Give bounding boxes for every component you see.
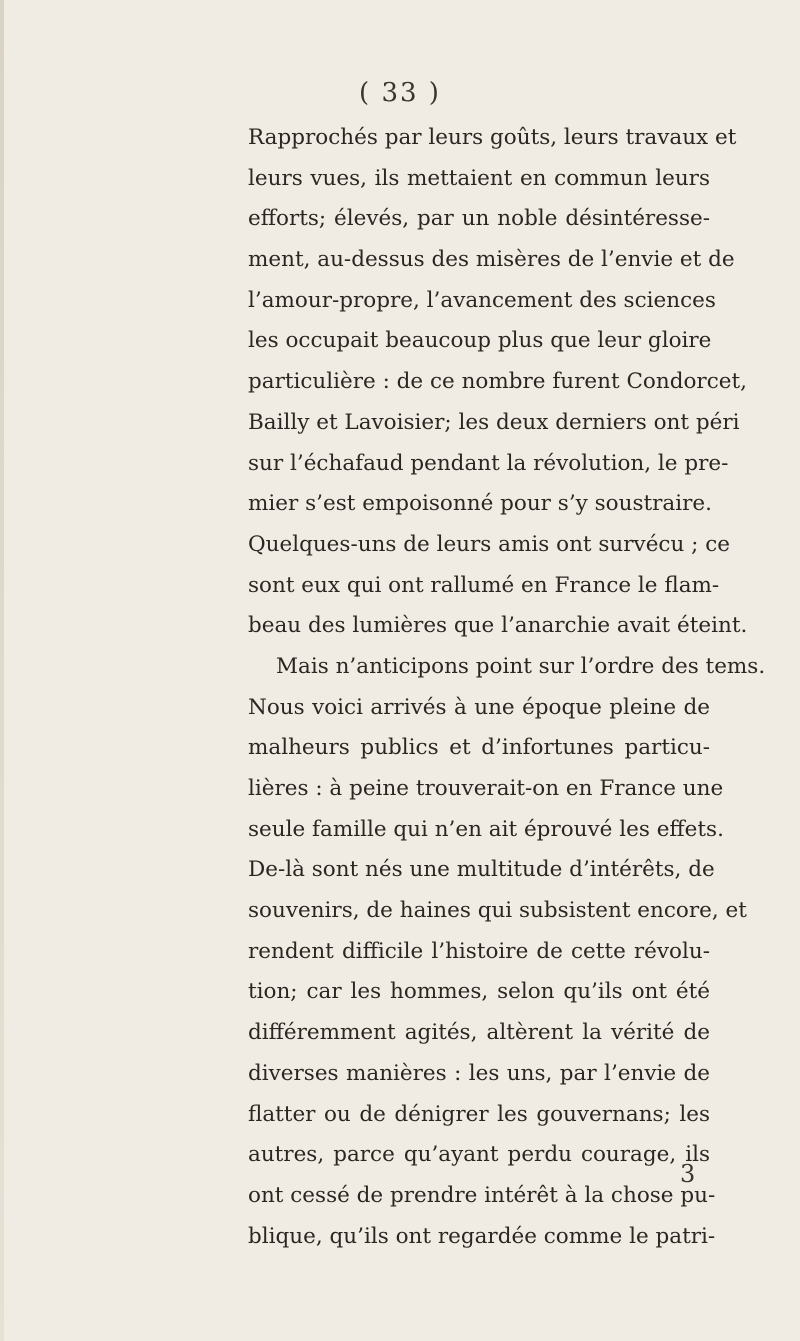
- text-line: mier s’est empoisonné pour s’y soustraire.: [248, 491, 712, 517]
- text-line: Bailly et Lavoisier; les deux derniers ont péri: [248, 409, 740, 435]
- text-line: lières : à peine trouverait-on en France une: [248, 776, 724, 801]
- text-line: rendent difficile l’histoire de cette révolu-: [248, 938, 710, 964]
- text-line: De-là sont nés une multitude d’intérêts, de: [248, 857, 715, 883]
- text-line: tion; car les hommes, selon qu’ils ont été: [248, 979, 710, 1005]
- text-line: souvenirs, de haines qui subsistent encore, et: [248, 898, 747, 924]
- text-line: seule famille qui n’en ait éprouvé les effets.: [248, 816, 724, 842]
- text-line: sont eux qui ont rallumé en France le flam-: [248, 572, 720, 598]
- text-line: différemment agités, altèrent la vérité de: [248, 1020, 710, 1046]
- page-number: ( 33 ): [359, 78, 441, 108]
- text-line: ont cessé de prendre intérêt à la chose pu-: [248, 1182, 716, 1208]
- text-line: Rapprochés par leurs goûts, leurs travaux et: [248, 125, 737, 150]
- text-line: ment, au-dessus des misères de l’envie et de: [248, 247, 735, 273]
- text-line: sur l’échafaud pendant la révolution, le pre-: [248, 450, 729, 476]
- text-line: leurs vues, ils mettaient en commun leurs: [248, 165, 710, 191]
- page-edge: [0, 0, 4, 1341]
- text-line: les occupait beaucoup plus que leur gloire: [248, 328, 712, 354]
- text-line: particulière : de ce nombre furent Condorcet,: [248, 369, 747, 395]
- text-line: Mais n’anticipons point sur l’ordre des tems.: [276, 653, 766, 679]
- text-line: efforts; élevés, par un noble désintéresse-: [248, 206, 710, 232]
- text-line: Nous voici arrivés à une époque pleine de: [248, 694, 710, 720]
- body-text: [248, 118, 766, 1257]
- text-line: Quelques-uns de leurs amis ont survécu ; ce: [248, 531, 730, 557]
- text-line: flatter ou de dénigrer les gouvernans; les: [248, 1101, 710, 1127]
- text-line: diverses manières : les uns, par l’envie de: [248, 1060, 710, 1086]
- text-line: beau des lumières que l’anarchie avait éteint.: [248, 613, 748, 639]
- signature-mark: 3: [680, 1160, 696, 1188]
- text-line: blique, qu’ils ont regardée comme le patri-: [248, 1223, 716, 1249]
- text-line: autres, parce qu’ayant perdu courage, ils: [248, 1142, 710, 1168]
- text-line: malheurs publics et d’infortunes particu-: [248, 735, 710, 761]
- text-line: l’amour-propre, l’avancement des sciences: [248, 287, 716, 313]
